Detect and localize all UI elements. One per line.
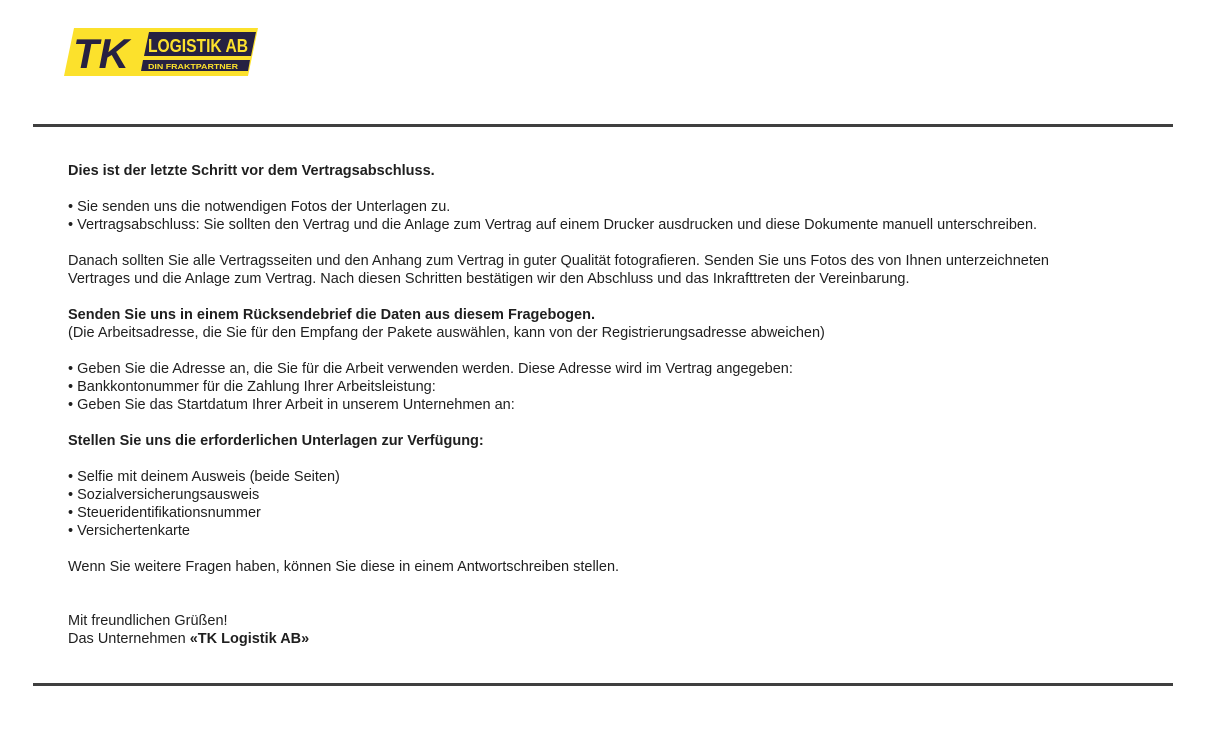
- company-logo: [64, 28, 258, 76]
- logo-mark: TK: [73, 30, 129, 76]
- instructions-paragraph-line: Vertrages und die Anlage zum Vertrag. Nach diesen Schritten bestätigen wir den Abschluss und das Inkrafttreten der Vereinbarung.: [68, 271, 910, 287]
- reply-item: • Geben Sie die Adresse an, die Sie für die Arbeit verwenden werden. Diese Adresse wird im Vertrag angegeben:: [68, 361, 793, 377]
- step-item: • Sie senden uns die notwendigen Fotos der Unterlagen zu.: [68, 199, 451, 215]
- logo-tagline: DIN FRAKTPARTNER: [148, 64, 238, 71]
- signature-prefix: Das Unternehmen: [68, 631, 190, 647]
- reply-note: (Die Arbeitsadresse, die Sie für den Empfang der Pakete auswählen, kann von der Registrierungsadresse abweichen): [68, 325, 825, 341]
- document-item: • Steueridentifikationsnummer: [68, 505, 261, 521]
- letter-body: [68, 162, 1168, 648]
- signature: [68, 630, 1168, 648]
- bottom-divider: [33, 683, 1173, 686]
- document-item: • Sozialversicherungsausweis: [68, 487, 260, 503]
- logo-name: LOGISTIK AB: [148, 36, 248, 56]
- documents-heading: Stellen Sie uns die erforderlichen Unterlagen zur Verfügung:: [68, 433, 484, 449]
- questions-note: Wenn Sie weitere Fragen haben, können Sie diese in einem Antwortschreiben stellen.: [68, 559, 620, 575]
- step-item: • Vertragsabschluss: Sie sollten den Vertrag und die Anlage zum Vertrag auf einem Drucker ausdrucken und diese Dokumente manuell unterschreiben.: [68, 217, 1038, 233]
- document-item: • Versichertenkarte: [68, 523, 190, 539]
- signature-company: «TK Logistik AB»: [189, 631, 310, 647]
- reply-item: • Geben Sie das Startdatum Ihrer Arbeit in unserem Unternehmen an:: [68, 397, 515, 413]
- reply-heading: Senden Sie uns in einem Rücksendebrief die Daten aus diesem Fragebogen.: [68, 307, 595, 323]
- intro-heading: Dies ist der letzte Schritt vor dem Vertragsabschluss.: [68, 163, 435, 179]
- instructions-paragraph-line: Danach sollten Sie alle Vertragsseiten und den Anhang zum Vertrag in guter Qualität fotografieren. Senden Sie uns Fotos des von Ihnen unterzeichneten: [68, 253, 1050, 269]
- top-divider: [33, 124, 1173, 127]
- document-item: • Selfie mit deinem Ausweis (beide Seiten): [68, 469, 340, 485]
- closing-greeting: Mit freundlichen Grüßen!: [68, 613, 228, 629]
- reply-item: • Bankkontonummer für die Zahlung Ihrer Arbeitsleistung:: [68, 379, 436, 395]
